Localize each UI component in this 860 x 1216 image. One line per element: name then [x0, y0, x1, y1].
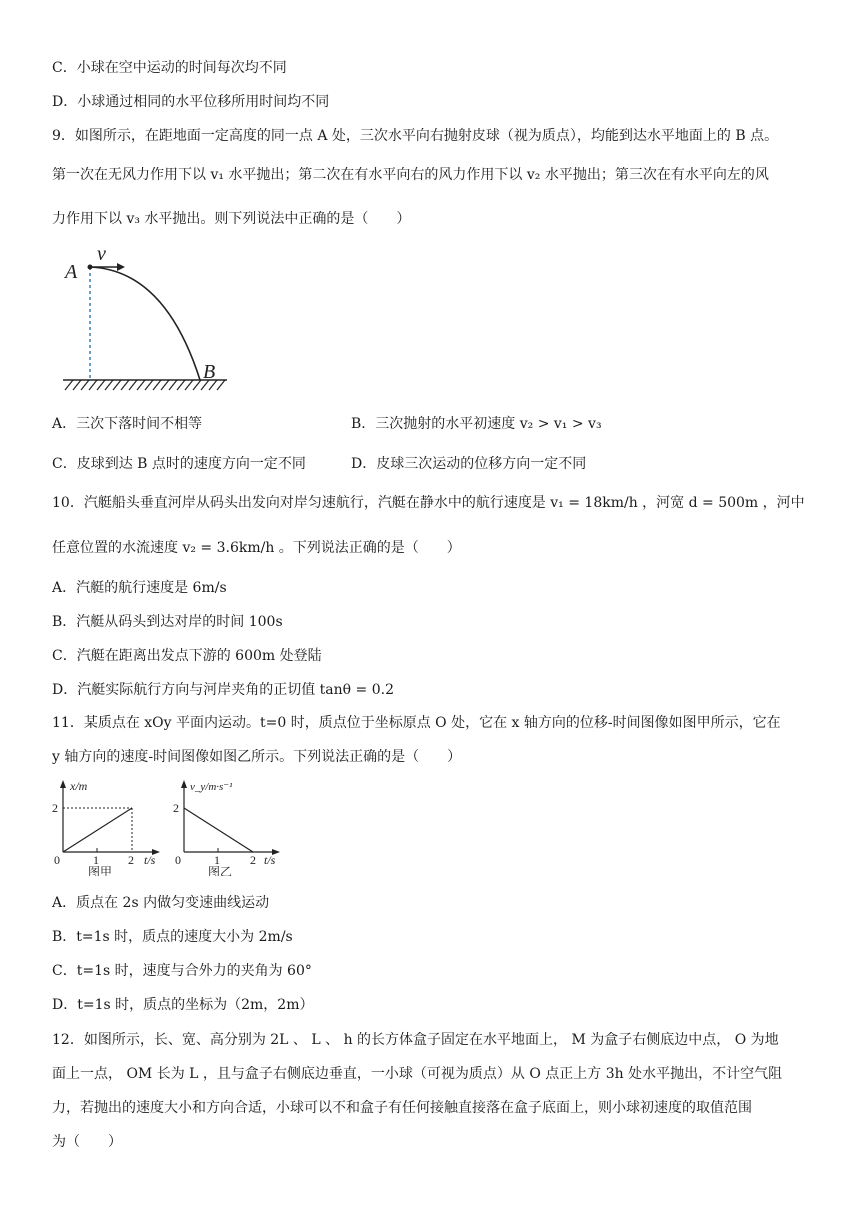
q10-option-a: A．汽艇的航行速度是 6m/s: [52, 580, 227, 596]
q9-velocity-arrow-icon: [117, 263, 125, 271]
q11-graph-jia-line: [63, 808, 132, 852]
q11-graph-jia: [48, 776, 168, 876]
q11-graph-yi-caption: 图乙: [208, 865, 233, 876]
q8-option-d: D．小球通过相同的水平位移所用时间均不同: [52, 94, 330, 110]
q9-stem-line2: 第一次在无风力作用下以 v₁ 水平抛出；第二次在有水平向右的风力作用下以 v₂ 水平抛出；第三次在有水平向左的风: [52, 167, 769, 183]
q11-graph-jia-xtick-0: 0: [54, 853, 60, 867]
q10-stem-line1: 10．汽艇船头垂直河岸从码头出发向对岸匀速航行，汽艇在静水中的航行速度是 v₁ = 18km/h ，河宽 d = 500m ，河中: [52, 495, 805, 511]
q10-stem-line2: 任意位置的水流速度 v₂ = 3.6km/h 。下列说法正确的是（ ）: [52, 540, 461, 556]
q9-label-v: v: [97, 243, 106, 265]
q9-stem-line1: 9．如图所示，在距地面一定高度的同一点 A 处，三次水平向右抛射皮球（视为质点），均能到达水平地面上的 B 点。: [52, 128, 779, 144]
q11-graph-jia-xtick-1: 1: [93, 853, 99, 867]
q11-graph-yi-ytick: 2: [173, 801, 179, 815]
q11-graph-yi-xtick-1: 1: [214, 853, 220, 867]
q11-graph-yi-y-arrow-icon: [181, 780, 187, 788]
q11-graph-yi-line: [184, 808, 253, 852]
q12-stem-line1: 12．如图所示，长、宽、高分别为 2L 、 L 、 h 的长方体盒子固定在水平地面上， M 为盒子右侧底边中点， O 为地: [52, 1032, 779, 1048]
q11-graph-yi-xtick-0: 0: [175, 853, 181, 867]
q11-graph-jia-xtick-2: 2: [128, 853, 134, 867]
q8-option-c: C．小球在空中运动的时间每次均不同: [52, 60, 287, 76]
q11-stem-line2: y 轴方向的速度-时间图像如图乙所示。下列说法正确的是（ ）: [52, 749, 462, 765]
q12-stem-line2: 面上一点， OM 长为 L ，且与盒子右侧底边垂直，一小球（可视为质点）从 O 点正上方 3h 处水平抛出，不计空气阻: [52, 1066, 783, 1082]
q9-label-a: A: [65, 261, 78, 283]
q11-option-d: D．t=1s 时，质点的坐标为（2m，2m）: [52, 997, 314, 1013]
q11-option-c: C．t=1s 时，速度与合外力的夹角为 60°: [52, 963, 312, 979]
q12-stem-line3: 力，若抛出的速度大小和方向合适，小球可以不和盒子有任何接触直接落在盒子底面上，则小球初速度的取值范围: [52, 1100, 752, 1116]
q11-graph-jia-caption: 图甲: [88, 865, 113, 876]
q11-graph-jia-y-arrow-icon: [60, 780, 66, 788]
q12-stem-line4: 为（ ）: [52, 1134, 122, 1150]
q11-graph-yi-xlabel: t/s: [264, 853, 276, 867]
q11-stem-line1: 11．某质点在 xOy 平面内运动。t=0 时，质点位于坐标原点 O 处，它在 x 轴方向的位移-时间图像如图甲所示，它在: [52, 715, 781, 731]
q11-graph-jia-ytick: 2: [52, 801, 58, 815]
q9-option-b: B．三次抛射的水平初速度 v₂ > v₁ > v₃: [351, 416, 602, 432]
q10-option-d: D．汽艇实际航行方向与河岸夹角的正切值 tanθ = 0.2: [52, 682, 394, 698]
q11-graph-yi-ylabel: v_y/m·s⁻¹: [190, 781, 233, 793]
q10-option-b: B．汽艇从码头到达对岸的时间 100s: [52, 614, 283, 630]
q9-label-b: B: [203, 361, 216, 383]
q9-option-c: C．皮球到达 B 点时的速度方向一定不同: [52, 456, 306, 472]
q9-ground-hatching: [65, 380, 225, 390]
q11-option-a: A．质点在 2s 内做匀变速曲线运动: [52, 895, 270, 911]
q11-option-b: B．t=1s 时，质点的速度大小为 2m/s: [52, 929, 293, 945]
q9-option-a: A．三次下落时间不相等: [52, 416, 203, 432]
q9-projectile-figure: [55, 242, 240, 392]
q9-option-d: D．皮球三次运动的位移方向一定不同: [351, 456, 587, 472]
q9-stem-line3: 力作用下以 v₃ 水平抛出。则下列说法中正确的是（ ）: [52, 211, 411, 227]
q11-graph-jia-xlabel: t/s: [144, 853, 156, 867]
q11-graph-yi-xtick-2: 2: [250, 853, 256, 867]
q9-trajectory-curve: [90, 267, 200, 380]
q11-graph-jia-ylabel: x/m: [70, 779, 88, 793]
q10-option-c: C．汽艇在距离出发点下游的 600m 处登陆: [52, 648, 322, 664]
q11-graph-yi: [170, 776, 290, 876]
